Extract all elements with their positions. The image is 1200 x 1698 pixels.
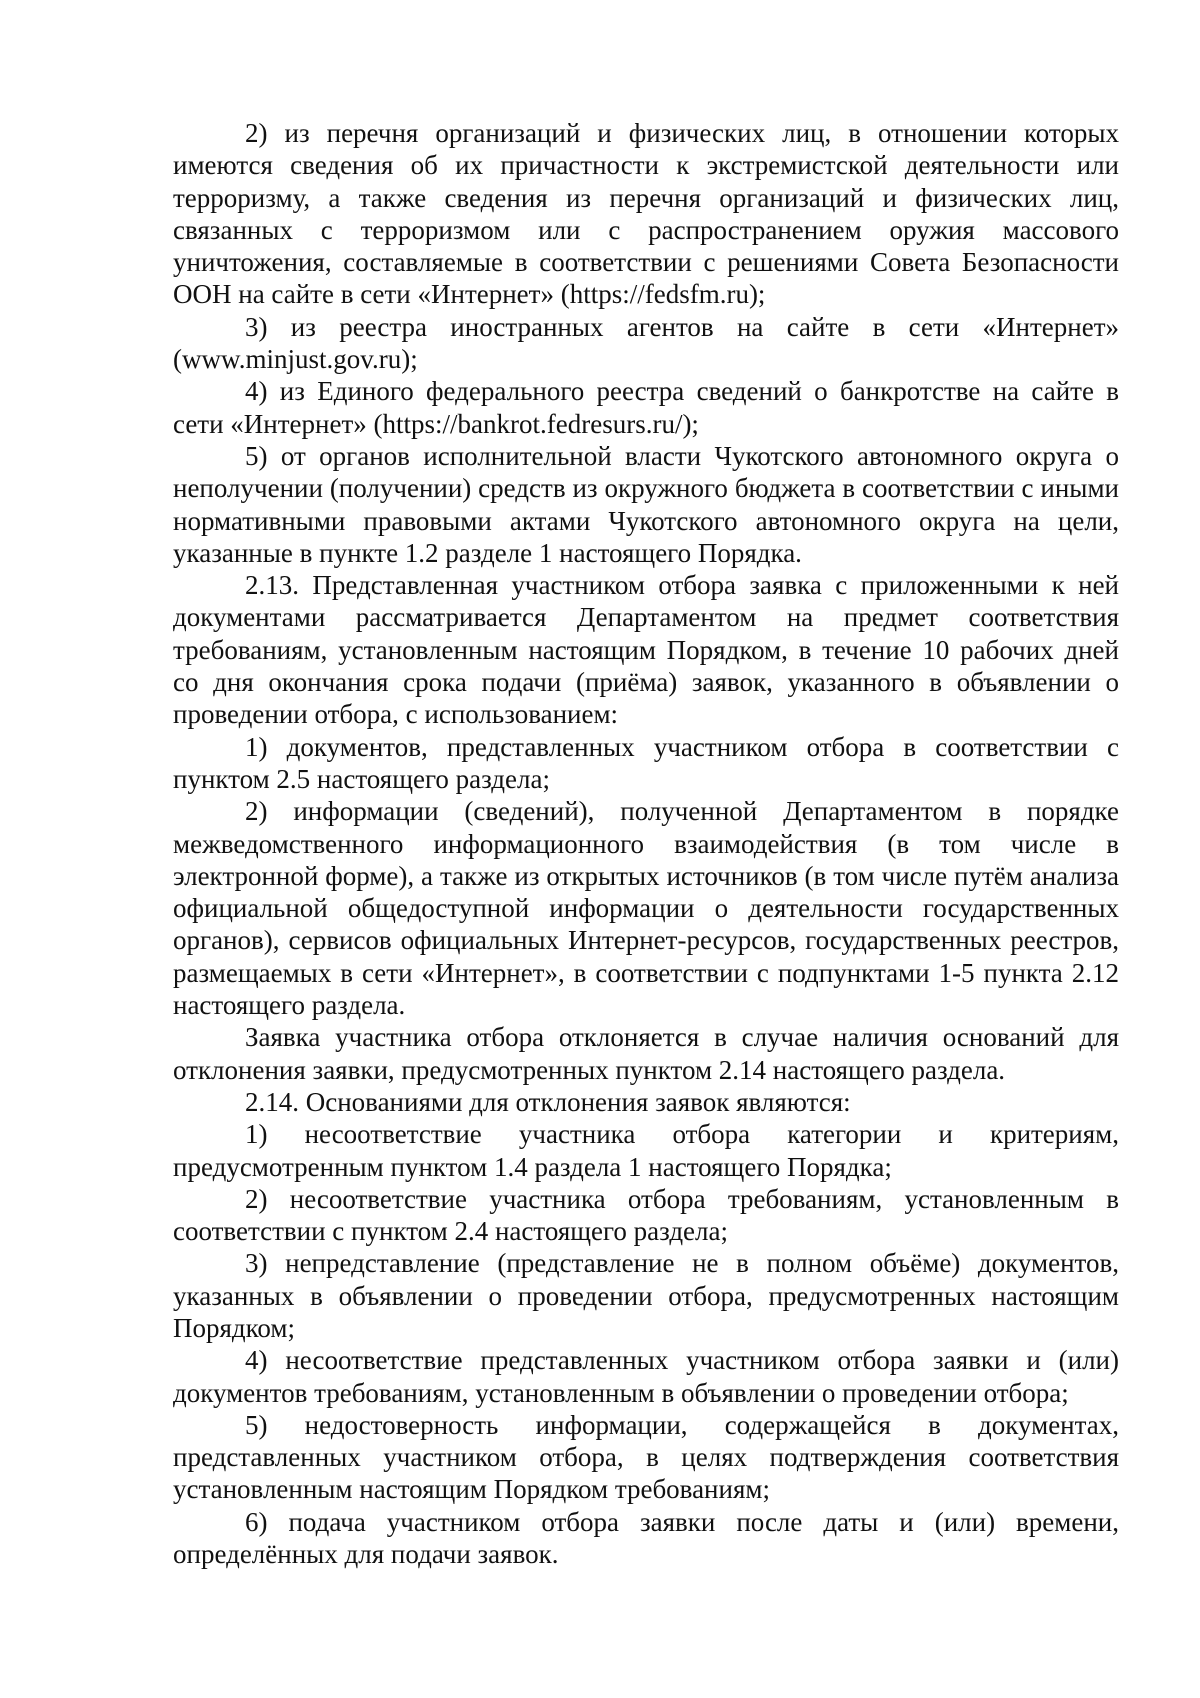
paragraph-clause-2-13: 2.13. Представленная участником отбора заявка с приложенными к ней документами рассматривается Департаментом на предмет соответствия требованиям, установленным настоящим Порядком, в течение 10 рабочих дней со дня окончания срока подачи (приёма) заявок, указанного в объявлении о проведении отбора, с использованием: xyxy=(173,570,1119,730)
paragraph-item-5-executive-bodies: 5) от органов исполнительной власти Чукотского автономного округа о неполучении (получении) средств из окружного бюджета в соответствии с иными нормативными правовыми актами Чукотского автономного округа на цели, указанные в пункте 1.2 разделе 1 настоящего Порядка. xyxy=(173,440,1119,568)
paragraph-2-14-item-3: 3) непредставление (представление не в полном объёме) документов, указанных в объявлении о проведении отбора, предусмотренных настоящим Порядком; xyxy=(173,1248,1119,1343)
paragraph-2-13-item-1: 1) документов, представленных участником отбора в соответствии с пунктом 2.5 настоящего раздела; xyxy=(173,731,1119,794)
paragraph-2-14-item-1: 1) несоответствие участника отбора категории и критериям, предусмотренным пунктом 1.4 раздела 1 настоящего Порядка; xyxy=(173,1119,1119,1182)
paragraph-rejection-note: Заявка участника отбора отклоняется в случае наличия оснований для отклонения заявки, предусмотренных пунктом 2.14 настоящего раздела. xyxy=(173,1022,1119,1085)
paragraph-2-14-item-4: 4) несоответствие представленных участником отбора заявки и (или) документов требованиям, установленным в объявлении о проведении отбора; xyxy=(173,1345,1119,1408)
paragraph-2-14-item-6: 6) подача участником отбора заявки после даты и (или) времени, определённых для подачи заявок. xyxy=(173,1506,1119,1570)
paragraph-item-4-bankruptcy: 4) из Единого федерального реестра сведений о банкротстве на сайте в сети «Интернет» (https://bankrot.fedresurs.ru/); xyxy=(173,376,1119,439)
paragraph-item-2-fedsfm: 2) из перечня организаций и физических лиц, в отношении которых имеются сведения об их причастности к экстремистской деятельности или терроризму, а также сведения из перечня организаций и физических лиц, связанных с терроризмом или с распространением оружия массового уничтожения, составляемые в соответствии с решениями Совета Безопасности ООН на сайте в сети «Интернет» (https://fedsfm.ru); xyxy=(173,118,1119,310)
paragraph-clause-2-14: 2.14. Основаниями для отклонения заявок являются: xyxy=(245,1086,851,1117)
paragraph-2-14-item-5: 5) недостоверность информации, содержащейся в документах, представленных участником отбора, в целях подтверждения соответствия установленным настоящим Порядком требованиям; xyxy=(173,1409,1119,1505)
paragraph-item-3-foreign-agents: 3) из реестра иностранных агентов на сайте в сети «Интернет» (www.minjust.gov.ru); xyxy=(173,311,1119,375)
paragraph-2-13-item-2: 2) информации (сведений), полученной Департаментом в порядке межведомственного информационного взаимодействия (в том числе в электронной форме), а также из открытых источников (в том числе путём анализа официальной общедоступной информации о деятельности государственных органов), сервисов официальных Интернет-ресурсов, государственных реестров, размещаемых в сети «Интернет», в соответствии с подпунктами 1-5 пункта 2.12 настоящего раздела. xyxy=(173,796,1119,1021)
paragraph-2-14-item-2: 2) несоответствие участника отбора требованиям, установленным в соответствии с пунктом 2.4 настоящего раздела; xyxy=(173,1183,1119,1247)
document-page xyxy=(173,117,1119,1570)
